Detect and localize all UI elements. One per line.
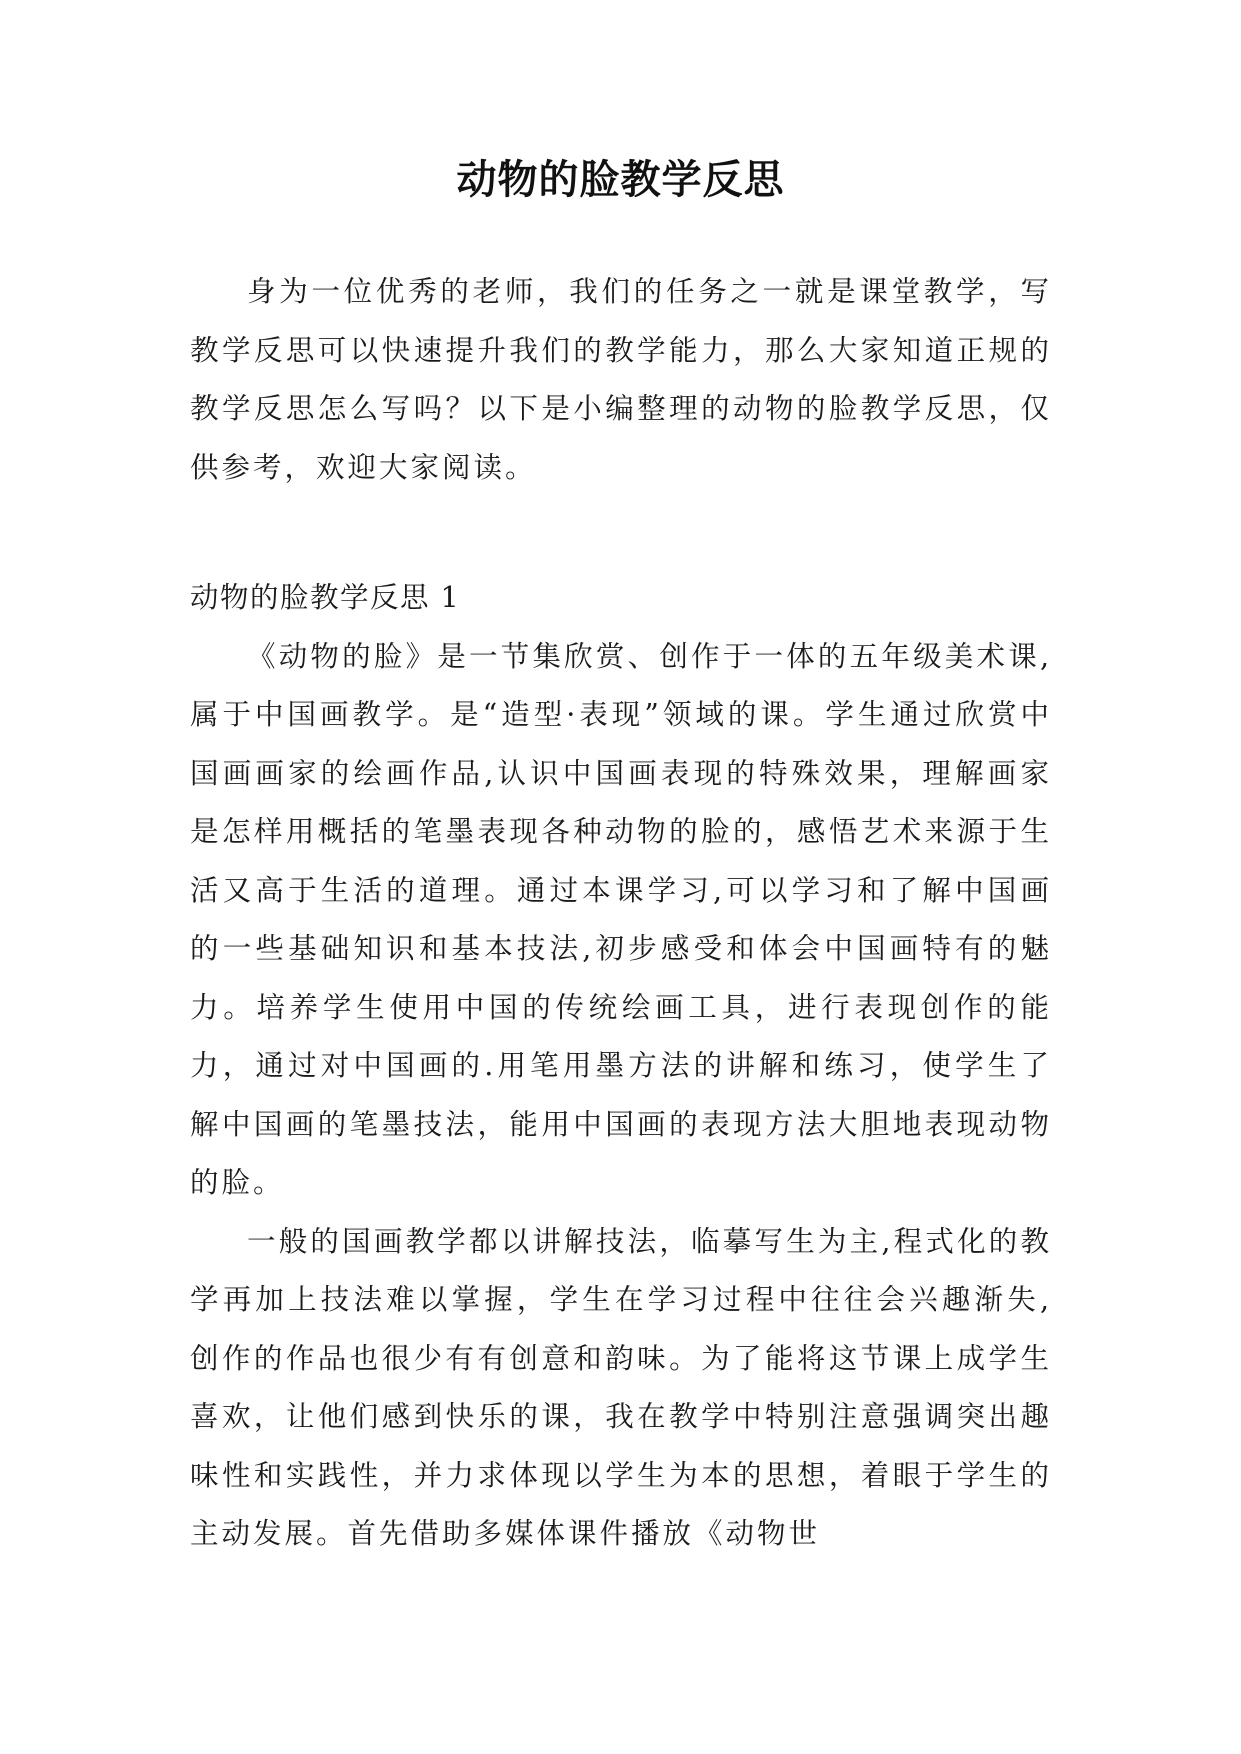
body-paragraph: 一般的国画教学都以讲解技法，临摹写生为主,程式化的教学再加上技法难以掌握，学生在学习过程中往往会兴趣渐失,创作的作品也很少有有创意和韵味。为了能将这节课上成学生喜欢，让他们感到快乐的课，我在教学中特别注意强调突出趣味性和实践性，并力求体现以学生为本的思想，着眼于学生的主动发展。首先借助多媒体课件播放《动物世 [190, 1224, 1052, 1550]
document-title: 动物的脸教学反思 [456, 157, 785, 203]
intro-paragraph: 身为一位优秀的老师，我们的任务之一就是课堂教学，写教学反思可以快速提升我们的教学能力，那么大家知道正规的教学反思怎么写吗？以下是小编整理的动物的脸教学反思，仅供参考，欢迎大家阅读。 [190, 275, 1052, 484]
document-body [190, 263, 1052, 1564]
section-heading: 动物的脸教学反思 1 [190, 581, 461, 614]
body-paragraph: 《动物的脸》是一节集欣赏、创作于一体的五年级美术课,属于中国画教学。是“造型·表现”领域的课。学生通过欣赏中国画画家的绘画作品,认识中国画表现的特殊效果，理解画家是怎样用概括的笔墨表现各种动物的脸的，感悟艺术来源于生活又高于生活的道理。通过本课学习,可以学习和了解中国画的一些基础知识和基本技法,初步感受和体会中国画特有的魅力。培养学生使用中国的传统绘画工具，进行表现创作的能力，通过对中国画的.用笔用墨方法的讲解和练习，使学生了解中国画的笔墨技法，能用中国画的表现方法大胆地表现动物的脸。 [190, 639, 1052, 1199]
